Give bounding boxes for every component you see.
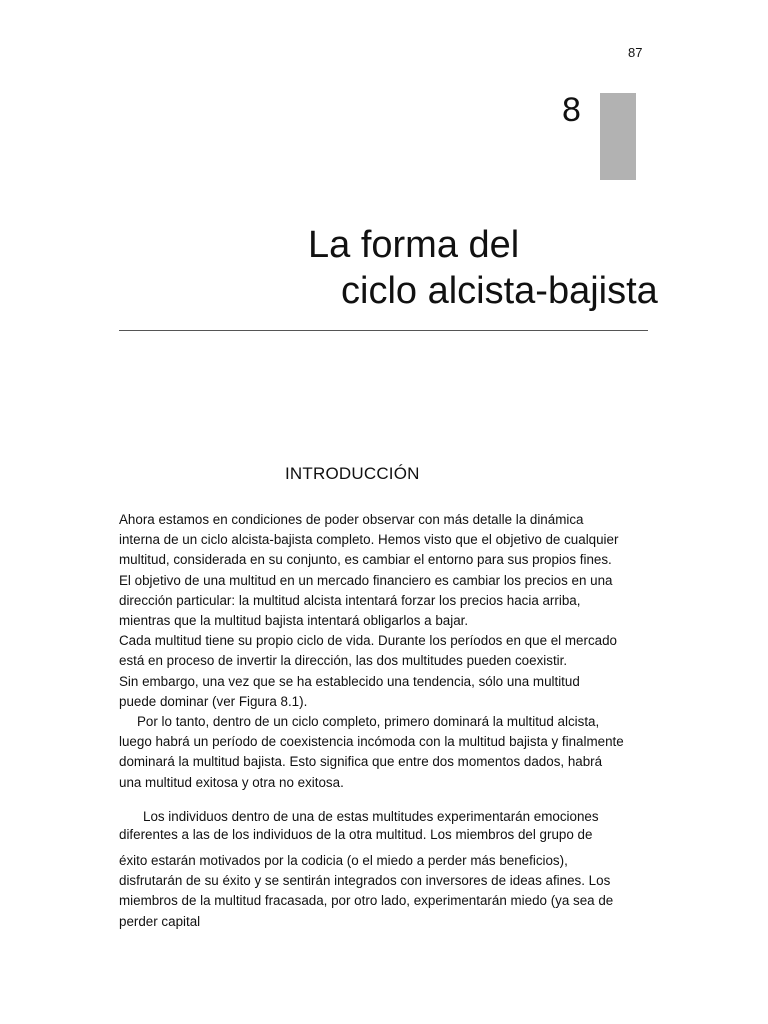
text-line: Por lo tanto, dentro de un ciclo completo, primero dominará la multitud alcista, bbox=[137, 714, 600, 730]
text-line: miembros de la multitud fracasada, por otro lado, experimentarán miedo (ya sea de bbox=[119, 893, 614, 909]
chapter-tab-marker bbox=[600, 93, 636, 180]
text-line: puede dominar (ver Figura 8.1). bbox=[119, 693, 308, 709]
text-line: diferentes a las de los individuos de la otra multitud. Los miembros del grupo de bbox=[119, 827, 593, 842]
text-line: Ahora estamos en condiciones de poder observar con más detalle la dinámica bbox=[119, 512, 584, 527]
body-paragraph-block-1 bbox=[119, 510, 659, 793]
text-line: multitud, considerada en su conjunto, es cambiar el entorno para sus propios fines. bbox=[119, 552, 612, 568]
section-heading: INTRODUCCIÓN bbox=[285, 464, 420, 483]
text-line: dominará la multitud bajista. Esto significa que entre dos momentos dados, habrá bbox=[119, 754, 603, 770]
body-paragraph-block-2 bbox=[119, 808, 659, 844]
text-line: dirección particular: la multitud alcista intentará forzar los precios hacia arriba, bbox=[119, 592, 581, 608]
title-divider bbox=[119, 330, 648, 331]
text-line: Los individuos dentro de una de estas multitudes experimentarán emociones bbox=[143, 809, 599, 824]
text-line: Sin embargo, una vez que se ha establecido una tendencia, sólo una multitud bbox=[119, 673, 580, 689]
chapter-title-line2: ciclo alcista-bajista bbox=[341, 270, 658, 312]
text-line: disfrutarán de su éxito y se sentirán integrados con inversores de ideas afines. Los bbox=[119, 873, 611, 889]
body-paragraph-block-3 bbox=[119, 851, 659, 932]
text-line: éxito estarán motivados por la codicia (o el miedo a perder más beneficios), bbox=[119, 853, 568, 868]
text-line: perder capital bbox=[119, 913, 201, 929]
page-number: 87 bbox=[628, 45, 643, 60]
chapter-title-line1: La forma del bbox=[308, 224, 520, 266]
chapter-title bbox=[308, 222, 658, 314]
chapter-number: 8 bbox=[562, 91, 581, 129]
text-line: luego habrá un período de coexistencia incómoda con la multitud bajista y finalmente bbox=[119, 734, 624, 750]
text-line: Cada multitud tiene su propio ciclo de vida. Durante los períodos en que el mercado bbox=[119, 633, 617, 649]
text-line: una multitud exitosa y otra no exitosa. bbox=[119, 774, 344, 790]
text-line: mientras que la multitud bajista intentará obligarlos a bajar. bbox=[119, 613, 469, 629]
text-line: El objetivo de una multitud en un mercado financiero es cambiar los precios en una bbox=[119, 572, 613, 588]
text-line: está en proceso de invertir la dirección, las dos multitudes pueden coexistir. bbox=[119, 653, 568, 669]
text-line: interna de un ciclo alcista-bajista completo. Hemos visto que el objetivo de cualquier bbox=[119, 532, 619, 548]
